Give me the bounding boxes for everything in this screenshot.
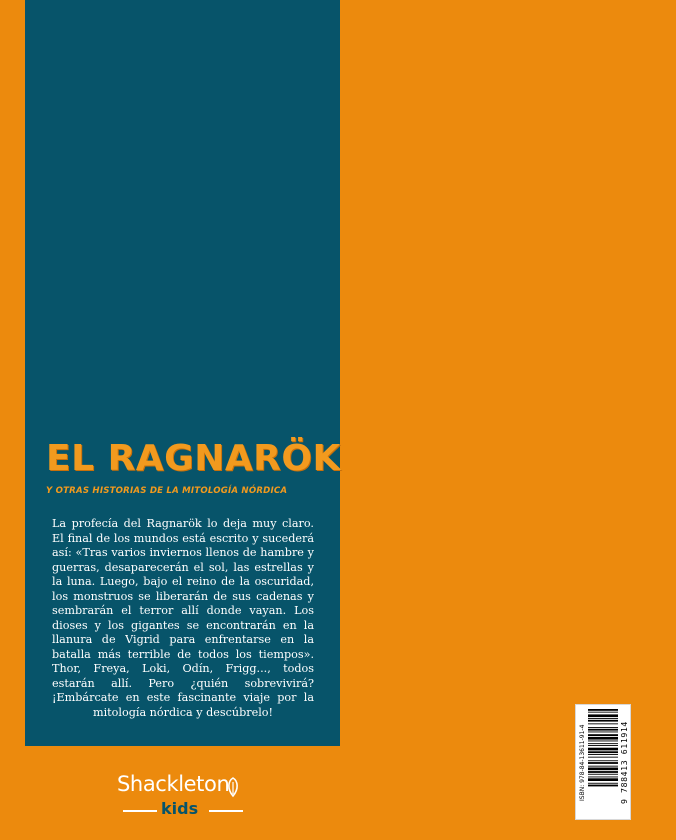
isbn-barcode (575, 704, 631, 820)
barcode-bar (588, 737, 618, 740)
barcode-bar (588, 751, 618, 753)
barcode-bar (588, 732, 618, 733)
barcode-bar (588, 729, 618, 731)
barcode-bar (588, 745, 618, 746)
barcode-bar (588, 768, 618, 771)
barcode-bar (588, 762, 618, 764)
barcode-bar (588, 741, 618, 742)
book-subtitle: Y OTRAS HISTORIAS DE LA MITOLOGÍA NÓRDICA (46, 486, 288, 496)
barcode-bar (588, 778, 618, 781)
book-title: EL RAGNARÖK (46, 438, 341, 479)
isbn-digits: 9 788413 611914 (619, 721, 629, 805)
barcode-bar (588, 723, 618, 724)
logo-rule-left (123, 810, 157, 812)
barcode-bar (588, 771, 618, 773)
barcode-bar (588, 712, 618, 713)
publisher-imprint: kids (161, 799, 199, 818)
barcode-bar (588, 743, 618, 744)
barcode-bar (588, 727, 618, 728)
publisher-name: Shackleton (117, 772, 230, 796)
publisher-logo (117, 772, 247, 822)
barcode-bar (588, 774, 618, 775)
barcode-bar (588, 783, 618, 784)
barcode-bar (588, 777, 618, 778)
barcode-bar (588, 748, 618, 751)
barcode-bar (588, 785, 618, 787)
barcode-bar (588, 709, 618, 711)
barcode-bar (588, 734, 618, 736)
logo-rule-right (209, 810, 243, 812)
barcode-bar (588, 720, 618, 722)
leaf-icon (223, 776, 243, 798)
barcode-bar (588, 766, 618, 767)
isbn-label: ISBN: 978-84-13611-91-4 (579, 724, 586, 802)
back-cover-blurb: La profecía del Ragnarök lo deja muy claro. El final de los mundos está escrito y sucederá así: «Tras varios inviernos llenos de hambre y guerras, desaparecerán el sol, las estrellas y la luna. Luego, bajo el reino de la oscuridad, los monstruos se liberarán de sus cadenas y sembrarán el terror allí donde vayan. Los dioses y los gigantes se encontrarán en la llanura de Vigrid para enfrentarse en la batalla más terrible de todos los tiempos». Thor, Freya, Loki, Odín, Frigg..., todos estarán allí. Pero ¿quién sobrevivirá? ¡Embárcate en este fascinante viaje por la mitología nórdica y descúbrelo! (52, 517, 314, 719)
barcode-bar (588, 718, 618, 719)
barcode-bar (588, 754, 618, 755)
barcode-bar (588, 760, 618, 761)
barcode-bar (588, 757, 618, 758)
barcode-bar (588, 714, 618, 717)
